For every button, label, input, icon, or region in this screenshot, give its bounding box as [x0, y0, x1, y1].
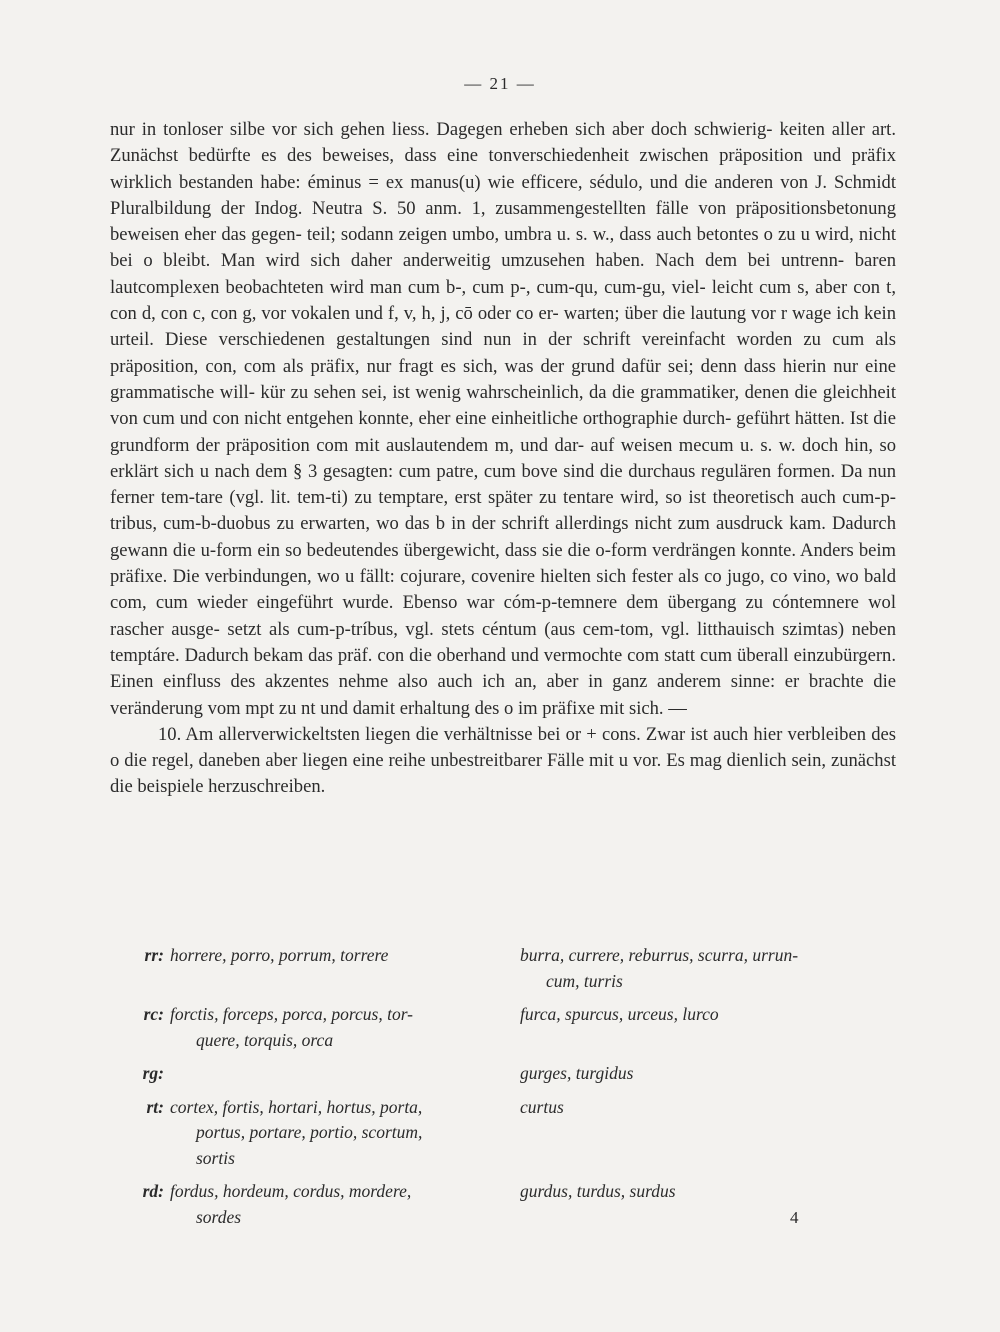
text-line: verdrängen konnte. Anders beim präfixe. Die verbindungen, wo u fällt: cojurare, [110, 539, 896, 588]
example-key: rt: [146, 1096, 164, 1117]
example-o-forms [170, 1095, 520, 1172]
text-line: keiten aller art. Zunächst bedürfte es des beweises, dass eine tonverschiedenheit [110, 119, 896, 167]
example-o-forms [170, 1179, 520, 1230]
text-line: teil; sodann zeigen umbo, umbra u. s. w., dass auch betontes o zu u wird, nicht bei o [110, 224, 896, 272]
text-line: temptáre. Dadurch bekam das präf. con die oberhand und vermochte com statt cum [110, 644, 733, 666]
example-line: cortex, fortis, hortari, hortus, porta, [170, 1096, 423, 1117]
example-key: rr: [144, 945, 164, 965]
example-key: rd: [142, 1181, 164, 1201]
text-line: des o im präfixe mit sich. — [474, 697, 687, 719]
paragraph-1 [110, 117, 896, 722]
example-o-forms [170, 1061, 520, 1087]
example-o-forms [170, 1002, 520, 1053]
example-line: furca, spurcus, urceus, lurco [520, 1004, 719, 1024]
example-line: fordus, hordeum, cordus, mordere, [170, 1181, 412, 1201]
text-line: hier verbleiben des o die regel, daneben aber liegen eine reihe unbestreitbarer Fälle [110, 723, 896, 772]
text-line: geführt hätten. Ist die grundform der präposition com mit auslautendem m, und dar- [110, 408, 896, 456]
text-line: leicht cum s, aber con t, con d, con c, con g, vor vokalen und f, v, h, j, cō oder co er- [110, 276, 896, 325]
text-line: überall einzubürgern. Einen einfluss des akzentes nehme also auch ich an, aber in [110, 644, 896, 693]
text-line: mit u vor. Es mag dienlich sein, zunächst die beispiele herzuschreiben. [110, 750, 896, 798]
signature-mark: 4 [790, 1208, 799, 1227]
example-line: burra, currere, reburrus, scurra, urrun- [520, 945, 799, 965]
text-line: nur fragt es sich, was der grund dafür sei; denn dass hierin nur eine grammatische will- [110, 355, 896, 403]
example-u-forms [520, 1061, 896, 1087]
text-line: anm. 1, zusammengestellten fälle von präpositionsbetonung beweisen eher das gegen- [110, 197, 896, 246]
example-key: rc: [143, 1004, 164, 1024]
text-line: warten; über die lautung vor r wage ich kein urteil. Diese verschiedenen gestaltungen [110, 303, 897, 351]
example-line: quere, torquis, orca [196, 1029, 334, 1050]
text-line: setzt als cum-p-tríbus, vgl. stets céntum (aus cem-tom, vgl. litthauisch szimtas) neben [227, 618, 896, 640]
page-number: — 21 — [464, 74, 536, 93]
text-line: wurde. Ebenso war cóm-p-temnere dem übergang zu cóntemnere wol rascher ausge- [110, 592, 896, 640]
text-line: auf weisen mecum u. s. w. doch hin, so erklärt sich u nach dem § 3 gesagten: cum [110, 434, 896, 482]
example-row-rt [110, 1095, 896, 1172]
text-line: covenire hielten sich fester als co jugo, co vino, wo bald com, cum wieder eingeführt [110, 566, 896, 614]
text-line: 10. Am allerverwickeltsten liegen die verhältnisse bei or + cons. Zwar ist auch [158, 723, 749, 745]
text-line: efficere, sédulo, und die anderen von J. Schmidt Pluralbildung der Indog. Neutra S. 50 [110, 171, 896, 219]
example-row-rr [110, 943, 896, 994]
text-line: zwischen präposition und präfix wirklich bestanden habe: éminus = ex manus(u) wie [110, 145, 896, 193]
example-o-forms [170, 943, 520, 994]
example-line: gurges, turgidus [520, 1063, 634, 1083]
example-row-rg [110, 1061, 896, 1087]
text-line: ganz anderem sinne: er brachte die veränderung vom mpt zu nt und damit erhaltung [110, 671, 896, 719]
example-u-forms [520, 1179, 896, 1230]
example-line: gurdus, turdus, surdus [520, 1181, 676, 1201]
text-line: baren lautcomplexen beobachteten wird man cum b-, cum p-, cum-qu, cum-gu, viel- [110, 250, 896, 298]
example-line: horrere, porro, porrum, torrere [170, 945, 389, 965]
text-line: kür zu sehen sei, ist wenig wahrscheinlich, da die grammatiker, denen die gleichheit [260, 381, 897, 403]
example-row-rd [110, 1179, 896, 1230]
example-line: sordes [196, 1206, 242, 1227]
example-line: forctis, forceps, porca, porcus, tor- [170, 1004, 414, 1024]
example-key: rg: [142, 1063, 164, 1083]
example-u-forms [520, 1002, 896, 1053]
body-text [110, 117, 896, 801]
examples-table [110, 943, 896, 1238]
paragraph-2 [110, 722, 896, 801]
example-u-forms [520, 943, 896, 994]
text-line: von cum und con nicht entgehen konnte, eher eine einheitliche orthographie durch- [110, 408, 732, 430]
example-line: cum, turris [546, 970, 623, 991]
example-row-rc [110, 1002, 896, 1053]
text-line: cum-b-duobus zu erwarten, wo das b in der schrift allerdings nicht zum ausdruck kam. [163, 513, 826, 535]
text-line: bleibt. Man wird sich daher anderweitig umzusehen haben. Nach dem bei untrenn- [163, 250, 845, 272]
text-line: patre, cum bove sind die durchaus regulären formen. Da nun ferner tem-tare (vgl. [110, 460, 897, 509]
example-u-forms [520, 1095, 896, 1172]
example-line: portus, portare, portio, scortum, [196, 1122, 423, 1142]
example-line: sortis [196, 1147, 235, 1168]
text-line: lit. tem-ti) zu temptare, erst später zu tentare wird, so ist theoretisch auch cum-p-tribus, [110, 487, 897, 535]
text-line: nur in tonloser silbe vor sich gehen liess. Dagegen erheben sich aber doch schwierig- [110, 119, 773, 140]
text-line: Dadurch gewann die u-form ein so bedeutendes übergewicht, dass sie die o-form [110, 513, 896, 561]
text-line: sind nun in der schrift vereinfacht worden zu cum als präposition, con, com als präfix, [110, 329, 896, 377]
example-line: curtus [520, 1096, 564, 1117]
